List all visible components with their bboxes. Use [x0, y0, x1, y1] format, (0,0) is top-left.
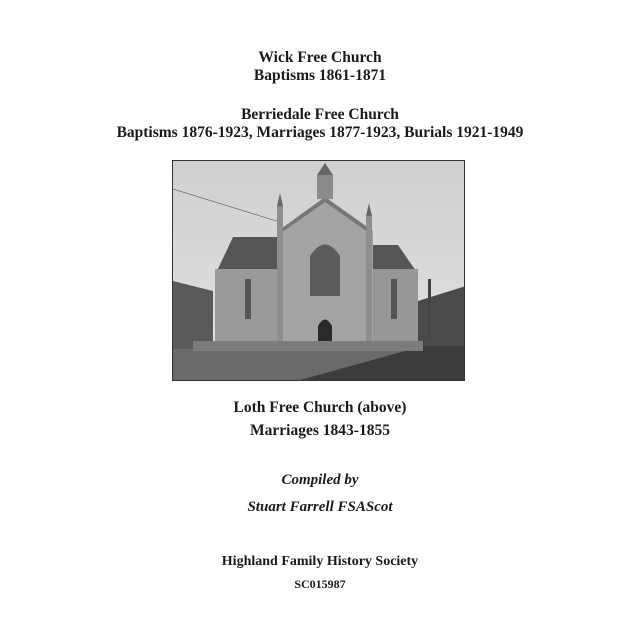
berriedale-title: Berriedale Free Church [241, 106, 399, 123]
berriedale-records: Baptisms 1876-1923, Marriages 1877-1923, Burials 1921-1949 [116, 124, 524, 141]
wick-title: Wick Free Church [258, 49, 382, 66]
wick-records: Baptisms 1861-1871 [253, 67, 387, 84]
compiler-name: Stuart Farrell FSAScot [247, 499, 393, 515]
compiled-by-label: Compiled by [281, 472, 359, 488]
society-name: Highland Family History Society [221, 554, 419, 569]
loth-records: Marriages 1843-1855 [250, 422, 390, 439]
loth-title: Loth Free Church (above) [233, 399, 407, 416]
church-photo [172, 160, 465, 381]
charity-number: SC015987 [294, 577, 346, 591]
